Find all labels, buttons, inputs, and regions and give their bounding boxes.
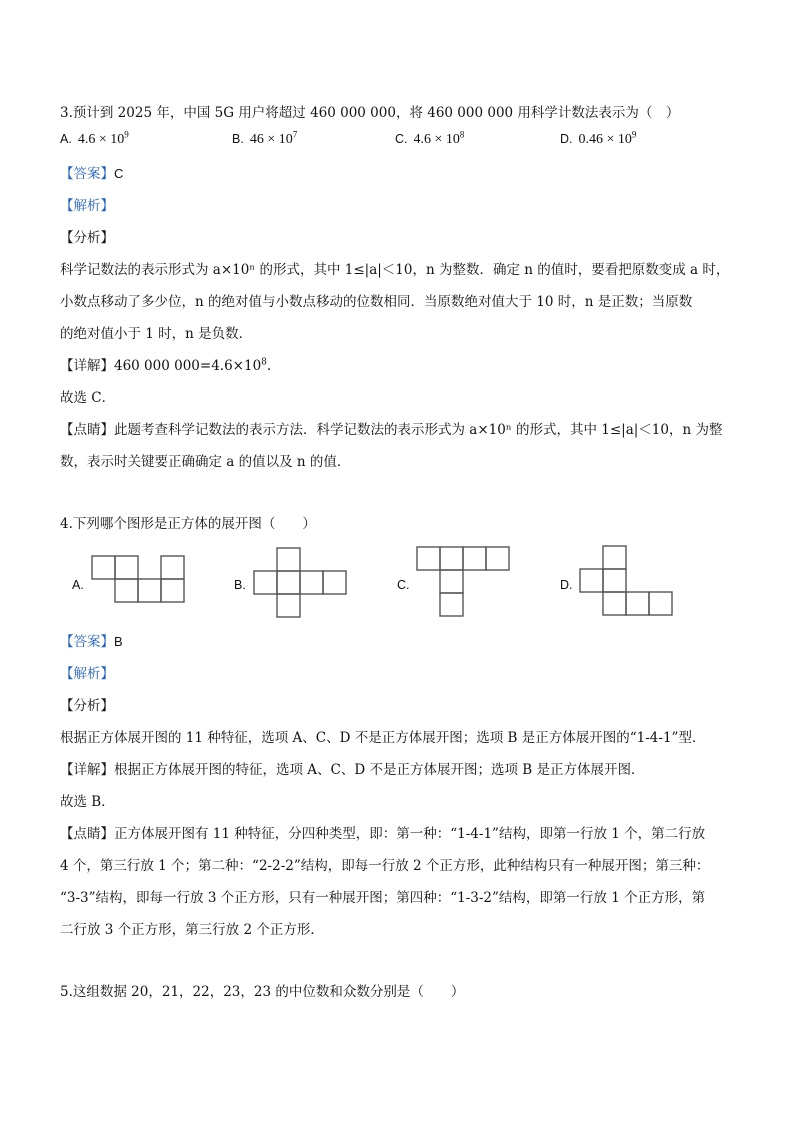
net-label-a: A. [72,578,84,592]
net-square [161,556,184,579]
q3-xiangjie [60,357,271,375]
q3-option-b [232,129,298,148]
net-square [323,571,346,594]
net-square [626,592,649,615]
net-square [440,593,463,616]
net-square [486,547,509,570]
option-base: 0.46 × 10 [578,132,632,147]
xiangjie-exp: 8 [261,357,267,368]
xiangjie-text: 根据正方体展开图的特征，选项 A、C、D 不是正方体展开图；选项 B 是正方体展开图． [114,762,645,778]
q3-fenxi-tag: 【分析】 [60,230,114,246]
q4-dianjing-line-3: “3-3”结构，即每一行放 3 个正方形，只有一种展开图；第四种：“1-3-2”结构，即第一行放 1 个正方形，第 [60,890,706,906]
dianjing-tag: 【点睛】 [60,422,114,438]
xiangjie-text: 460 000 000=4.6×10 [114,358,262,374]
q3-fenxi-line-2: 小数点移动了多少位，n 的绝对值与小数点移动的位数相同．当原数绝对值大于 10 时，n 是正数；当原数 [60,294,693,310]
net-square [649,592,672,615]
net-square [277,594,300,617]
q3-option-d [560,129,637,148]
net-label-c: C. [397,578,410,592]
xiangjie-tag: 【详解】 [60,358,114,374]
q4-xiangjie [60,761,645,779]
xiangjie-end: . [266,358,272,374]
answer-value: B [114,634,123,649]
net-square [92,556,115,579]
net-square [277,571,300,594]
cube-net-b [254,548,354,620]
dianjing-text: 此题考查科学记数法的表示方法．科学记数法的表示形式为 a×10ⁿ 的形式，其中 1≤|a|＜10，n 为整 [114,422,723,438]
option-base: 4.6 × 10 [77,132,125,147]
q4-dianjing-line-2: 4 个，第三行放 1 个；第二种：“2-2-2”结构，即每一行放 2 个正方形，此种结构只有一种展开图；第三种： [60,858,710,874]
net-square [603,569,626,592]
q4-dianjing-line-4: 二行放 3 个正方形，第三行放 2 个正方形． [60,922,324,938]
xiangjie-tag: 【详解】 [60,762,114,778]
q3-jiexi-tag: 【解析】 [60,198,114,214]
cube-net-c [417,547,517,619]
q5-stem: 5.这组数据 20，21，22，23，23 的中位数和众数分别是（ ） [60,984,465,1000]
q4-answer [60,633,123,651]
answer-tag: 【答案】 [60,166,114,182]
q4-jiexi-tag: 【解析】 [60,666,114,682]
q3-stem: 3.预计到 2025 年，中国 5G 用户将超过 460 000 000，将 460 000 000 用科学计数法表示为（ ） [60,105,680,121]
option-exp: 9 [631,129,637,140]
q3-option-c [395,129,465,148]
net-square [417,547,440,570]
dianjing-tag: 【点睛】 [60,826,114,842]
option-label: A. [60,132,72,146]
q3-answer [60,165,123,183]
option-exp: 7 [292,129,298,140]
net-square [440,570,463,593]
option-label: D. [560,132,573,146]
net-square [254,571,277,594]
net-square [300,571,323,594]
q3-fenxi-line-3: 的绝对值小于 1 时，n 是负数． [60,326,253,342]
option-exp: 8 [459,129,465,140]
option-base: 46 × 10 [249,132,293,147]
q4-fenxi-tag: 【分析】 [60,698,114,714]
q3-dianjing-line-1 [60,421,722,439]
q4-stem: 4.下列哪个图形是正方体的展开图（ ） [60,516,316,532]
net-square [115,579,138,602]
q3-guxuan: 故选 C． [60,390,116,406]
net-label-d: D. [560,578,573,592]
q3-dianjing-line-2: 数，表示时关键要正确确定 a 的值以及 n 的值． [60,454,351,470]
option-label: B. [232,132,244,146]
net-label-b: B. [234,578,246,592]
net-square [603,592,626,615]
q4-fenxi-line: 根据正方体展开图的 11 种特征，选项 A、C、D 不是正方体展开图；选项 B 是正方体展开图的“1-4-1”型． [60,730,706,746]
answer-value: C [114,166,124,181]
net-square [138,579,161,602]
net-square [603,546,626,569]
net-square [161,579,184,602]
net-square [580,569,603,592]
net-square [440,547,463,570]
cube-net-a [92,556,192,606]
option-exp: 9 [124,129,129,140]
answer-tag: 【答案】 [60,634,114,650]
q4-dianjing-line-1 [60,825,705,843]
net-square [115,556,138,579]
q3-option-a [60,129,129,148]
dianjing-text: 正方体展开图有 11 种特征，分四种类型，即：第一种：“1-4-1”结构，即第一行放 1 个，第二行放 [114,826,706,842]
q3-fenxi-line-1: 科学记数法的表示形式为 a×10ⁿ 的形式，其中 1≤|a|＜10，n 为整数．确定 n 的值时，要看把原数变成 a 时， [60,262,730,278]
option-label: C. [395,132,408,146]
net-square [463,547,486,570]
q4-guxuan: 故选 B． [60,794,115,810]
net-square [277,548,300,571]
option-base: 4.6 × 10 [413,132,460,147]
cube-net-d [580,546,680,618]
